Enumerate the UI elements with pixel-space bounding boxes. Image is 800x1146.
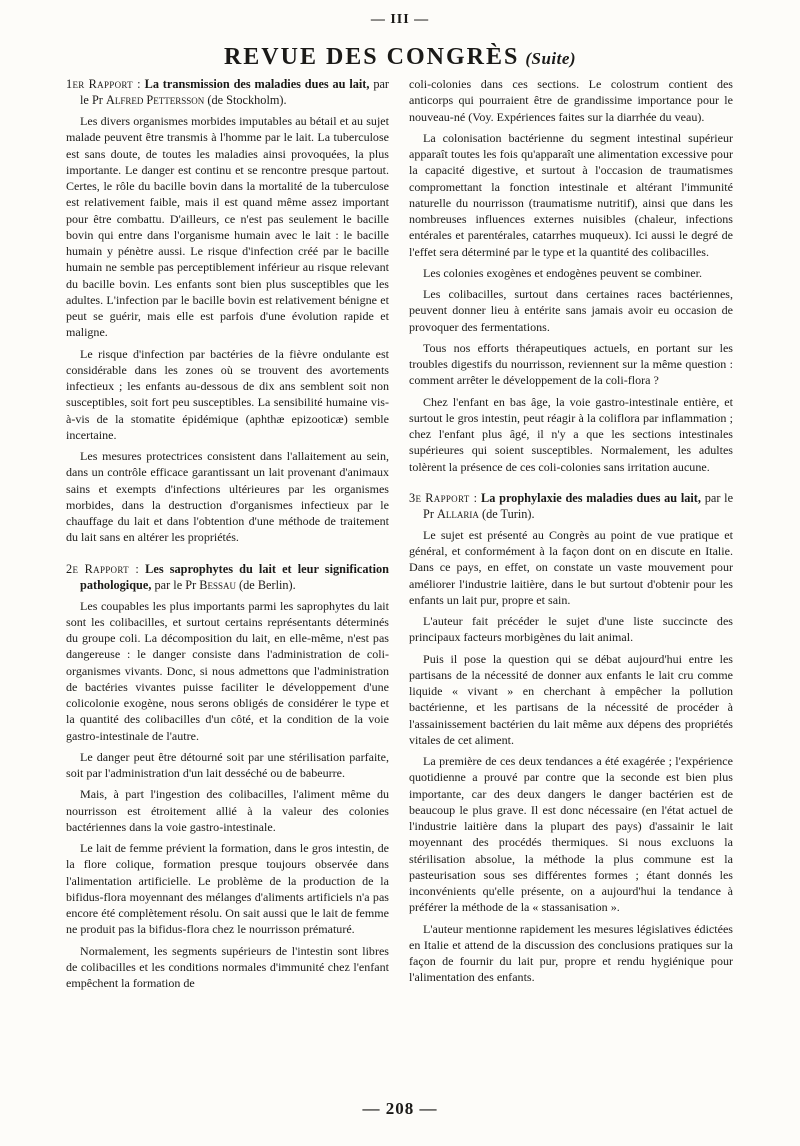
- paragraph: Tous nos efforts thérapeutiques actuels, en portant sur les troubles digestifs du nourrisson, reviennent sur la même question : comment arrêter le développement de la coli-flora ?: [409, 340, 733, 388]
- paragraph-continued: coli-colonies dans ces sections. Le colostrum contient des anticorps qui pourraient être de grandissime importance pour le nouveau-né (Voy. Expériences faites sur la diarrhée du veau).: [409, 77, 733, 124]
- paragraph: Normalement, les segments supérieurs de l'intestin sont libres de colibacilles et les conditions normales d'immunité chez l'enfant empêchent la formation de: [66, 943, 389, 990]
- page-number: — 208 —: [362, 1099, 438, 1118]
- report-1-heading: [66, 76, 389, 108]
- roman-folio: — III —: [370, 12, 430, 27]
- paragraph: La première de ces deux tendances a été exagérée ; l'expérience quotidienne a prouvé par contre que la seconde est bien plus importante, car des deux dangers le danger bactérien est de beaucoup le plus grave. Il est donc nécessaire (en l'état actuel de l'industrie laitière dans la plupart des pays) d'assainir le lait moyennant des procédés thermiques. Si nous excluons la stérilisation absolue, la méthode la plus commune est la pasteurisation sous ses différentes formes ; étant donnés les inconvénients qu'elle présente, on a aujourd'hui la tendance à préférer la méthode de la « stassanisation ».: [409, 754, 733, 915]
- report-2-by: par le Pr: [154, 577, 197, 592]
- report-1-label: 1er Rapport :: [66, 77, 141, 91]
- paragraph: La colonisation bactérienne du segment intestinal supérieur apparaît toutes les fois qu'apparaît une alimentation excessive pour la capacité digestive, et surtout à l'occasion de traumatismes compromettant la fonction intestinale et altérant l'immunité naturelle du nourrisson (traumatisme nutritif), ainsi que dans les nombreuses influences externes nuisibles (chaleur, infections entérales et parentérales, catarrhes muqueux). Ici aussi le degré de l'effet sera déterminé par le type et la quantité des colibacilles.: [409, 130, 733, 259]
- report-2-label: 2e Rapport :: [66, 561, 140, 576]
- right-column: [409, 76, 733, 991]
- report-3-author: Allaria: [437, 506, 479, 521]
- report-2-heading: [66, 561, 389, 593]
- paragraph: Les divers organismes morbides imputables au bétail et au sujet malade peuvent être transmis à l'homme par le lait. La tuberculose est sans doute, de toutes les maladies ainsi provoquées, la plus importante. Le danger est continu et se rencontre presque partout. Certes, le rôle du bacille bovin dans la mortalité de la tuberculose est relativement faible, mais il est quand même assez important pour être combattu. D'ailleurs, ce n'est pas seulement le bacille bovin qui entre dans l'organisme humain avec le lait : le bacille humain y pénètre aussi. Le risque d'infection créé par le bacille humain ne semble pas perceptiblement inférieur au risque relevant du bacille bovin. Les enfants sont bien plus susceptibles que les adultes. L'infection par le bacille bovin est relativement bénigne et peut se guérir, mais elle est parfois d'une évolution rapide et maligne.: [66, 114, 389, 340]
- report-3-heading: [409, 490, 733, 522]
- report-3-label: 3e Rapport :: [409, 490, 478, 505]
- paragraph: Les colibacilles, surtout dans certaines races bactériennes, peuvent donner lieu à entérite sans jamais avoir eu occasion de provoquer des fermentations.: [409, 287, 733, 334]
- report-2-place: (de Berlin).: [239, 577, 296, 592]
- title-suite: (Suite): [525, 49, 577, 68]
- paragraph: Le risque d'infection par bactéries de la fièvre ondulante est considérable dans les zones où se trouvent des avortements infectieux ; les enfants au-dessous de dix ans semblent soit non susceptibles, soit fort peu susceptibles. La sensibilité humaine vis-à-vis de la stomatite épidémique (aphthæ epizooticæ) semble incertaine.: [66, 346, 389, 442]
- report-1-by: par le Pr: [80, 77, 390, 107]
- paragraph: Le sujet est présenté au Congrès au point de vue pratique et général, et conformément à la façon dont on en discute en Italie. Dans ce pays, en effet, on constate un vaste mouvement pour améliorer l'industrie laitière, dans le but surtout d'obtenir pour les enfants un lait pur, propre et sain.: [409, 527, 733, 607]
- title-text: REVUE DES CONGRÈS: [223, 44, 520, 70]
- page-title: [0, 43, 800, 73]
- paragraph: Mais, à part l'ingestion des colibacilles, l'aliment même du nourrisson est étroitement allié à la valeur des colonies bactériennes dans la voie gastro-intestinale.: [66, 787, 389, 834]
- paragraph: L'auteur fait précéder le sujet d'une liste succincte des principaux facteurs morbigènes du lait animal.: [409, 614, 733, 645]
- report-1-title: La transmission des maladies dues au lait,: [144, 77, 370, 91]
- paragraph: L'auteur mentionne rapidement les mesures législatives édictées en Italie et attend de la discussion des conclusions pratiques sur la façon de fournir du lait pur, propre et rendu hygiénique pour l'alimentation des enfants.: [409, 921, 733, 985]
- paragraph: Puis il pose la question qui se débat aujourd'hui entre les partisans de la nécessité de donner aux enfants le lait cru comme liquide « vivant » en cherchant à empêcher la pollution bactérienne, et les partisans de la nécessité de procéder à l'assainissement bactérien du lait même aux dépens des propriétés vitales de cet aliment.: [409, 651, 733, 747]
- paragraph: Le danger peut être détourné soit par une stérilisation parfaite, soit par l'administration d'un lait desséché ou de babeurre.: [66, 749, 389, 780]
- paragraph: Chez l'enfant en bas âge, la voie gastro-intestinale entière, et surtout le gros intestin, peut réagir à la coliflora par inflammation ; chez l'enfant plus âgé, il n'y a que les sections intestinales supérieures qui soient susceptibles. Normalement, les adultes tolèrent la présence de ces coli-colonies sans irritation aucune.: [409, 394, 733, 474]
- report-1-place: (de Stockholm).: [207, 93, 287, 107]
- report-2-title: Les saprophytes du lait et leur signification pathologique,: [80, 561, 390, 592]
- paragraph: Les colonies exogènes et endogènes peuvent se combiner.: [423, 265, 702, 280]
- paragraph: Le lait de femme prévient la formation, dans le gros intestin, de la flore colique, formation presque toujours observée dans l'alimentation artificielle. Le problème de la production de la bifidus-flora moyennant des mélanges d'aliments artificiels n'a pas encore été complètement résolu. On sait aussi que le lait de femme ne produit pas la bifidus-flora chez le nourrisson prématuré.: [66, 841, 389, 937]
- left-column: [66, 76, 389, 996]
- paragraph: Les coupables les plus importants parmi les saprophytes du lait sont les colibacilles, et surtout certains représentants déterminés du groupe coli. La décomposition du lait, en elle-même, n'est pas dangereuse : le danger consiste dans l'administration de coli-organismes vivants. Donc, si nous admettons que l'administration de bactéries vivantes puisse faciliter le développement d'une colicolonie exogène, nous serons obligés de considérer le type et la quantité des colibacilles d'un côté, et la condition de la voie gastro-intestinale de l'autre.: [66, 598, 389, 743]
- report-3-place: (de Turin).: [481, 506, 535, 521]
- report-3-title: La prophylaxie des maladies dues au lait,: [481, 490, 701, 505]
- report-3-by: par le Pr: [423, 490, 734, 521]
- paragraph: Les mesures protectrices consistent dans l'allaitement au sein, dans un contrôle efficace garantissant un lait provenant d'animaux sains et exempts d'infections ultérieures par les organismes morbides, dans la destruction d'organismes infectieux par le chauffage du lait et dans l'obtention d'une méthode de traitement du lait sans en altérer les propriétés.: [66, 449, 389, 545]
- report-2-author: Bessau: [199, 577, 236, 592]
- report-1-author: Alfred Pettersson: [105, 93, 205, 107]
